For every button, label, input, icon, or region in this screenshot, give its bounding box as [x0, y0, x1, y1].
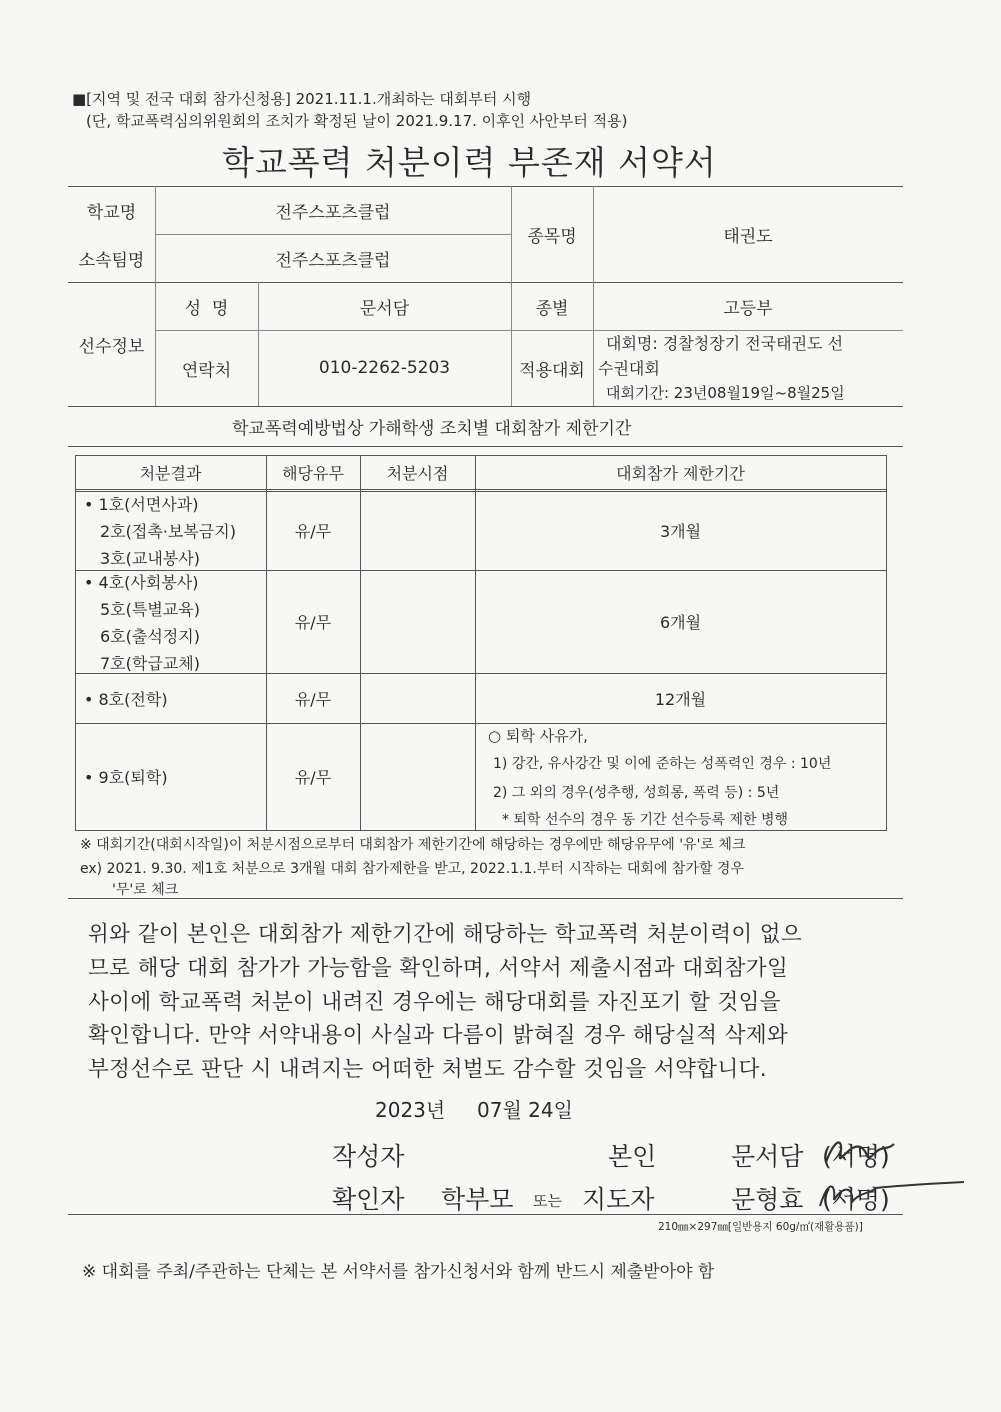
- team-label: 소속팀명: [78, 250, 145, 271]
- header-disposition-result: 처분결과: [139, 463, 202, 483]
- paper-spec: 210㎜×297㎜[일반용지 60g/㎡(재활용품)]: [658, 1221, 863, 1233]
- row4-check: 유/무: [294, 768, 332, 787]
- row3-period: 12개월: [654, 689, 707, 709]
- row1-result-1: • 1호(서면사과): [84, 495, 199, 514]
- pledge-line-1: 위와 같이 본인은 대회참가 제한기간에 해당하는 학교폭력 처분이력이 없으: [88, 922, 803, 947]
- writer-sign-hint: (서명): [822, 1142, 890, 1171]
- writer-name: 문서담: [731, 1142, 804, 1171]
- school-value: 전주스포츠클럽: [275, 202, 391, 223]
- note-3: '무'로 체크: [112, 882, 179, 898]
- writer-label: 작성자: [332, 1142, 405, 1171]
- notice-line-2: (단, 학교폭력심의위원회의 조치가 확정된 날이 2021.9.17. 이후인 사안부터 적용): [86, 112, 628, 130]
- row2-result-2: 5호(특별교육): [100, 600, 200, 619]
- name-label: 성 명: [184, 298, 229, 319]
- event-label: 종목명: [527, 226, 577, 247]
- note-2: ex) 2021. 9.30. 제1호 처분으로 3개월 대회 참가제한을 받고, 2022.1.1.부터 시작하는 대회에 참가할 경우: [80, 861, 744, 877]
- confirmer-signature-scribble: [814, 1174, 974, 1214]
- row4-period-line-4: * 퇴학 선수의 경우 동 기간 선수등록 제한 병행: [502, 812, 789, 828]
- document-title: 학교폭력 처분이력 부존재 서약서: [222, 143, 717, 182]
- row3-result-1: • 8호(전학): [84, 690, 168, 709]
- row2-check: 유/무: [294, 613, 332, 632]
- row4-period-line-1: ○ 퇴학 사유가,: [488, 727, 588, 745]
- date-month-day: 07월 24일: [477, 1098, 573, 1122]
- pledge-line-3: 사이에 학교폭력 처분이 내려진 경우에는 해당대회를 자진포기 할 것임을: [88, 990, 781, 1015]
- confirmer-name: 문형효: [731, 1185, 804, 1214]
- row3-check: 유/무: [294, 689, 332, 709]
- division-label: 종별: [535, 298, 569, 319]
- row1-period: 3개월: [659, 522, 702, 541]
- footer-note: ※ 대회를 주최/주관하는 단체는 본 서약서를 참가신청서와 함께 반드시 제출받아야 함: [82, 1262, 715, 1282]
- row1-check: 유/무: [294, 522, 332, 541]
- competition-name-line-2: 수권대회: [598, 359, 660, 378]
- date-year: 2023년: [375, 1098, 446, 1122]
- event-value: 태권도: [723, 226, 773, 247]
- parent-label: 학부모: [441, 1185, 514, 1214]
- header-applicable: 해당유무: [282, 463, 344, 483]
- pledge-line-5: 부정선수로 판단 시 내려지는 어떠한 처벌도 감수할 것임을 서약합니다.: [88, 1057, 768, 1082]
- confirmer-label: 확인자: [332, 1185, 405, 1214]
- contact-label: 연락처: [181, 360, 232, 381]
- coach-label: 지도자: [582, 1185, 655, 1214]
- competition-period: 대회기간: 23년08월19일~8월25일: [606, 384, 845, 402]
- writer-signature-scribble: [818, 1132, 898, 1172]
- contact-value: 010-2262-5203: [318, 358, 451, 378]
- row2-period: 6개월: [659, 613, 702, 632]
- row1-result-3: 3호(교내봉사): [100, 549, 200, 568]
- header-disposition-date: 처분시점: [386, 463, 449, 483]
- section-title: 학교폭력예방법상 가해학생 조치별 대회참가 제한기간: [232, 419, 632, 439]
- or-label: 또는: [533, 1192, 562, 1210]
- apply-competition-label: 적용대회: [519, 360, 585, 381]
- pledge-line-4: 확인합니다. 만약 서약내용이 사실과 다름이 밝혀질 경우 해당실적 삭제와: [88, 1023, 789, 1048]
- row2-result-1: • 4호(사회봉사): [84, 573, 199, 592]
- header-restriction-period: 대회참가 제한기간: [616, 463, 745, 483]
- player-info-label: 선수정보: [78, 336, 145, 357]
- pledge-line-2: 므로 해당 대회 참가가 가능함을 확인하며, 서약서 제출시점과 대회참가일: [88, 956, 789, 981]
- confirmer-sign-hint: (서명): [822, 1185, 890, 1214]
- notice-line-1: ■[지역 및 전국 대회 참가신청용] 2021.11.1.개최하는 대회부터 시행: [72, 90, 532, 108]
- row2-result-3: 6호(출석정지): [100, 627, 200, 646]
- row2-result-4: 7호(학급교체): [100, 654, 200, 673]
- row4-result-1: • 9호(퇴학): [84, 768, 168, 787]
- competition-name-line-1: 대회명: 경찰청장기 전국태권도 선: [606, 334, 844, 353]
- team-value: 전주스포츠클럽: [275, 250, 391, 271]
- division-value: 고등부: [723, 298, 773, 319]
- row1-result-2: 2호(접촉·보복금지): [100, 522, 236, 541]
- row4-period-line-2: 1) 강간, 유사강간 및 이에 준하는 성폭력인 경우 : 10년: [493, 756, 832, 772]
- school-label: 학교명: [86, 202, 137, 223]
- row4-period-line-3: 2) 그 외의 경우(성추행, 성희롱, 폭력 등) : 5년: [493, 785, 780, 801]
- name-value: 문서담: [359, 298, 410, 319]
- note-1: ※ 대회기간(대회시작일)이 처분시점으로부터 대회참가 제한기간에 해당하는 경우에만 해당유무에 '유'로 체크: [80, 837, 746, 853]
- self-label: 본인: [608, 1142, 657, 1171]
